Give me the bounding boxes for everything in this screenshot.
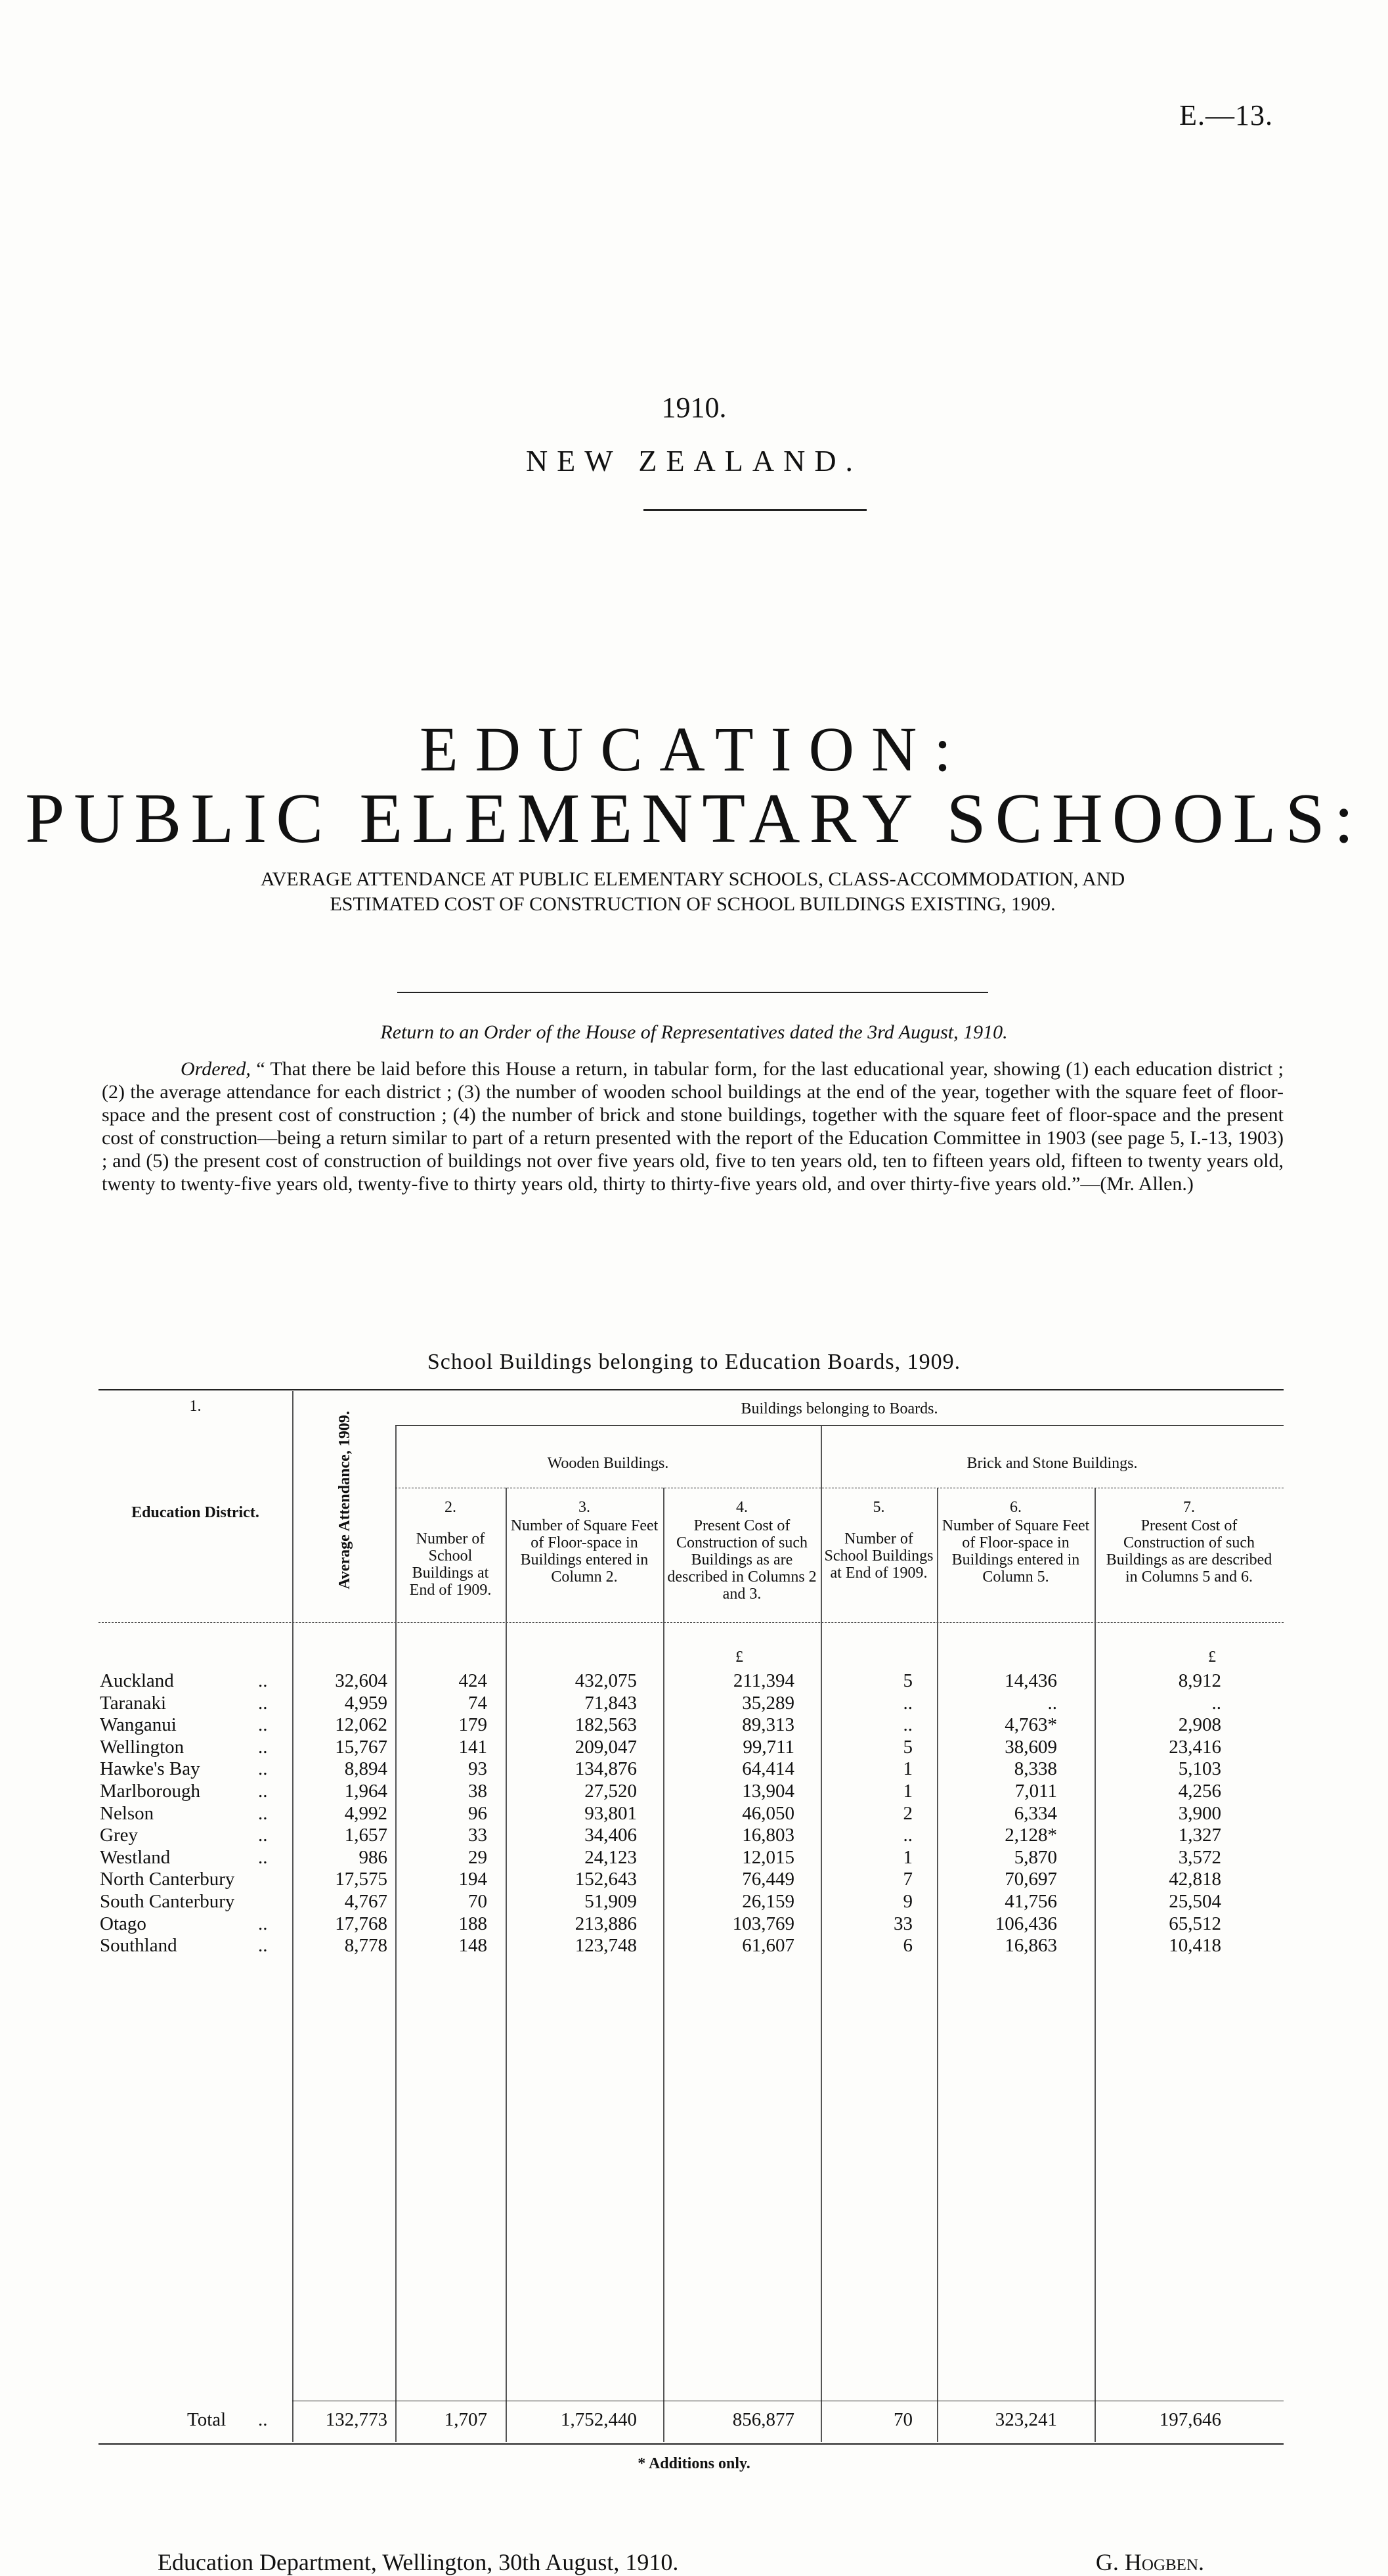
total-wooden-sqft: 1,752,440: [561, 2409, 637, 2430]
cell-wooden-num: 141: [458, 1736, 487, 1758]
signature-name: G. Hogben.: [1095, 2549, 1204, 2575]
table-footnote: * Additions only.: [638, 2455, 750, 2472]
total-brick-num: 70: [894, 2409, 913, 2430]
cell-wooden-num: 93: [468, 1758, 487, 1780]
cell-attendance: 1,964: [344, 1781, 387, 1802]
district-name: South Canterbury: [100, 1891, 235, 1912]
cell-attendance: 32,604: [335, 1670, 387, 1691]
district-name: Nelson: [100, 1802, 154, 1824]
cell-brick-num: 1: [903, 1781, 913, 1802]
col2-header: Number of School Buildings at End of 1909.: [409, 1530, 492, 1599]
col3-header: Number of Square Feet of Floor-space in Buildings entered in Column 2.: [510, 1517, 659, 1586]
cell-brick-cost: ..: [1211, 1692, 1221, 1714]
cell-wooden-cost: 46,050: [742, 1802, 794, 1824]
cell-wooden-sqft: 123,748: [575, 1935, 637, 1957]
district-name: Otago: [100, 1913, 146, 1934]
district-name: Southland: [100, 1935, 177, 1957]
total-brick-cost: 197,646: [1159, 2409, 1221, 2430]
district-name: Wellington: [100, 1736, 184, 1758]
cell-brick-sqft: 2,128*: [1005, 1825, 1057, 1846]
table-row: [98, 1847, 1284, 1869]
cell-wooden-cost: 76,449: [742, 1869, 794, 1890]
cell-brick-sqft: 7,011: [1014, 1781, 1057, 1802]
cell-brick-sqft: 6,334: [1014, 1802, 1057, 1824]
cell-brick-cost: 2,908: [1178, 1714, 1221, 1736]
buildings-group-header: Buildings belonging to Boards.: [741, 1400, 938, 1417]
cell-brick-sqft: 4,763*: [1005, 1714, 1057, 1736]
cell-brick-cost: 23,416: [1169, 1736, 1221, 1758]
col5-number: 5.: [873, 1499, 885, 1516]
col6-header: Number of Square Feet of Floor-space in Buildings entered in Column 5.: [942, 1517, 1090, 1586]
district-name: Auckland: [100, 1670, 174, 1691]
table-row: [98, 1913, 1284, 1935]
leader-dots: ..: [258, 1736, 268, 1758]
cell-wooden-sqft: 432,075: [575, 1670, 637, 1691]
title-description-line-2: ESTIMATED COST OF CONSTRUCTION OF SCHOOL BUILDINGS EXISTING, 1909.: [330, 893, 1056, 915]
leader-dots: ..: [258, 1825, 268, 1846]
brick-stone-buildings-header: Brick and Stone Buildings.: [966, 1455, 1138, 1472]
cell-wooden-sqft: 209,047: [575, 1736, 637, 1758]
cell-attendance: 12,062: [335, 1714, 387, 1736]
col3-number: 3.: [578, 1499, 590, 1516]
total-label: Total: [187, 2409, 227, 2430]
document-reference: E.—13.: [1179, 99, 1273, 131]
cell-wooden-cost: 13,904: [742, 1781, 794, 1802]
col6-number: 6.: [1010, 1499, 1022, 1516]
leader-dots: ..: [258, 1670, 268, 1691]
table-row: [98, 1891, 1284, 1913]
return-order-line: Return to an Order of the House of Representatives dated the 3rd August, 1910.: [380, 1021, 1008, 1043]
district-name: Taranaki: [100, 1692, 167, 1714]
cell-brick-num: 5: [903, 1736, 913, 1758]
cell-brick-num: 33: [894, 1913, 913, 1934]
cell-wooden-sqft: 71,843: [584, 1692, 637, 1714]
cell-wooden-sqft: 182,563: [575, 1714, 637, 1736]
cell-wooden-cost: 12,015: [742, 1846, 794, 1868]
cell-brick-cost: 4,256: [1178, 1781, 1221, 1802]
district-name: Grey: [100, 1825, 138, 1846]
cell-brick-cost: 3,572: [1178, 1846, 1221, 1868]
cell-brick-sqft: 106,436: [995, 1913, 1057, 1934]
leader-dots: ..: [258, 1935, 268, 1957]
main-title: EDUCATION:: [420, 714, 968, 784]
title-rule: [397, 992, 988, 993]
cell-attendance: 15,767: [335, 1736, 387, 1758]
cell-wooden-num: 74: [468, 1692, 487, 1714]
leader-dots: ..: [258, 1913, 268, 1934]
cell-wooden-sqft: 34,406: [584, 1825, 637, 1846]
table-top-rule: [98, 1389, 1284, 1390]
col7-header: Present Cost of Construction of such Buildings as are described in Columns 5 and 6.: [1106, 1517, 1272, 1586]
col2-number: 2.: [445, 1499, 456, 1516]
cell-brick-sqft: 5,870: [1014, 1846, 1057, 1868]
col-divider: [1095, 1488, 1096, 2442]
cell-brick-num: 1: [903, 1846, 913, 1868]
cell-wooden-sqft: 24,123: [584, 1846, 637, 1868]
cell-brick-num: 5: [903, 1670, 913, 1691]
cell-brick-num: 1: [903, 1758, 913, 1780]
col7-number: 7.: [1183, 1499, 1195, 1516]
table-title: School Buildings belonging to Education Boards, 1909.: [427, 1350, 961, 1374]
cell-brick-num: 2: [903, 1802, 913, 1824]
table-row: [98, 1803, 1284, 1825]
cell-brick-sqft: 16,863: [1005, 1935, 1057, 1957]
main-subtitle: PUBLIC ELEMENTARY SCHOOLS:: [25, 780, 1363, 858]
leader-dots: ..: [258, 1758, 268, 1780]
leader-dots: ..: [258, 1692, 268, 1714]
cell-wooden-cost: 211,394: [733, 1670, 794, 1691]
cell-attendance: 4,767: [344, 1891, 387, 1912]
district-name: Westland: [100, 1846, 171, 1868]
cell-attendance: 4,959: [344, 1692, 387, 1714]
cell-attendance: 17,768: [335, 1913, 387, 1934]
wooden-buildings-header: Wooden Buildings.: [547, 1455, 669, 1472]
cell-wooden-cost: 61,607: [742, 1935, 794, 1957]
cell-brick-cost: 10,418: [1169, 1935, 1221, 1957]
cell-attendance: 1,657: [344, 1825, 387, 1846]
table-bottom-rule: [98, 2443, 1284, 2445]
table-row: [98, 1758, 1284, 1780]
cell-brick-num: ..: [903, 1692, 913, 1714]
table-row: [98, 1935, 1284, 1957]
col-divider: [506, 1488, 507, 2442]
cell-wooden-sqft: 27,520: [584, 1781, 637, 1802]
cell-brick-cost: 1,327: [1178, 1825, 1221, 1846]
cell-wooden-num: 194: [458, 1869, 487, 1890]
cell-wooden-num: 424: [458, 1670, 487, 1691]
cell-wooden-sqft: 93,801: [584, 1802, 637, 1824]
table-row: [98, 1737, 1284, 1758]
col5-header: Number of School Buildings at End of 1909.: [824, 1530, 934, 1582]
cell-wooden-cost: 26,159: [742, 1891, 794, 1912]
signature-place-date: Education Department, Wellington, 30th August, 1910.: [158, 2549, 679, 2575]
cell-wooden-cost: 99,711: [743, 1736, 794, 1758]
cell-wooden-sqft: 134,876: [575, 1758, 637, 1780]
cell-attendance: 4,992: [344, 1802, 387, 1824]
cell-wooden-num: 96: [468, 1802, 487, 1824]
table-row: [98, 1781, 1284, 1802]
cell-wooden-num: 179: [458, 1714, 487, 1736]
cell-wooden-sqft: 51,909: [584, 1891, 637, 1912]
district-name: Marlborough: [100, 1781, 201, 1802]
col4-header: Present Cost of Construction of such Buildings as are described in Columns 2 and 3.: [667, 1517, 817, 1603]
table-row: [98, 1869, 1284, 1890]
cell-attendance: 986: [358, 1846, 387, 1868]
table-row: [98, 1670, 1284, 1692]
cell-wooden-num: 188: [458, 1913, 487, 1934]
leader-dots: ..: [258, 1846, 268, 1868]
cell-brick-sqft: 14,436: [1005, 1670, 1057, 1691]
col-average-attendance-header: Average Attendance, 1909.: [336, 1411, 353, 1589]
cell-brick-cost: 8,912: [1178, 1670, 1221, 1691]
cell-brick-num: 6: [903, 1935, 913, 1957]
cell-brick-num: 7: [903, 1869, 913, 1890]
district-name: Hawke's Bay: [100, 1758, 200, 1780]
cell-brick-sqft: 8,338: [1014, 1758, 1057, 1780]
total-wooden-num: 1,707: [444, 2409, 487, 2430]
col-education-district-header: Education District.: [131, 1504, 259, 1521]
order-text: “ That there be laid before this House a return, in tabular form, for the last educational year, showing (1) each education district ; (2) the average attendance for each district ; (3) the number of wooden school buildings at the end of the year, together with the square feet of floor-space and the present cost of construction ; (4) the number of brick and stone buildings, together with the square feet of floor-space and the present cost of construction—being a return similar to part of a return presented with the report of the Education Committee in 1903 (see page 5, I.-13, 1903) ; and (5) the present cost of construction of buildings not over five years old, five to ten years old, ten to fifteen years old, fifteen to twenty years old, twenty to twenty-five years old, twenty-five to thirty years old, thirty to thirty-five years old, and over thirty-five years old.”—(Mr. Allen.): [102, 1058, 1284, 1195]
table-row: [98, 1825, 1284, 1846]
leader-dots: ..: [258, 1714, 268, 1736]
cell-wooden-cost: 16,803: [742, 1825, 794, 1846]
cell-wooden-cost: 35,289: [742, 1692, 794, 1714]
cell-wooden-num: 148: [458, 1935, 487, 1957]
cell-wooden-sqft: 213,886: [575, 1913, 637, 1934]
col4-number: 4.: [736, 1499, 748, 1516]
currency-marker-col7: £: [1208, 1649, 1216, 1666]
total-brick-sqft: 323,241: [995, 2409, 1057, 2430]
cell-wooden-cost: 89,313: [742, 1714, 794, 1736]
district-name: North Canterbury: [100, 1869, 235, 1890]
cell-brick-cost: 42,818: [1169, 1869, 1221, 1890]
cell-wooden-sqft: 152,643: [575, 1869, 637, 1890]
cell-wooden-num: 29: [468, 1846, 487, 1868]
cell-brick-cost: 3,900: [1178, 1802, 1221, 1824]
currency-marker-col4: £: [735, 1649, 743, 1666]
ordered-word: Ordered,: [181, 1058, 251, 1080]
title-description-line-1: AVERAGE ATTENDANCE AT PUBLIC ELEMENTARY SCHOOLS, CLASS-ACCOMMODATION, AND: [260, 868, 1125, 890]
cell-brick-cost: 5,103: [1178, 1758, 1221, 1780]
total-dots: ..: [258, 2409, 268, 2430]
cell-wooden-num: 33: [468, 1825, 487, 1846]
table-row: [98, 1714, 1284, 1736]
cell-wooden-cost: 103,769: [732, 1913, 794, 1934]
total-attendance: 132,773: [325, 2409, 387, 2430]
table-header-rule: [98, 1622, 1284, 1623]
district-name: Wanganui: [100, 1714, 177, 1736]
cell-attendance: 8,894: [344, 1758, 387, 1780]
group-rule: [395, 1425, 1284, 1426]
document-country: NEW ZEALAND.: [525, 444, 863, 477]
total-row: [98, 2409, 1284, 2431]
leader-dots: ..: [258, 1781, 268, 1802]
cell-brick-cost: 65,512: [1169, 1913, 1221, 1934]
document-year: 1910.: [661, 391, 727, 424]
cell-brick-sqft: ..: [1047, 1692, 1057, 1714]
header-rule: [643, 509, 867, 511]
table-row: [98, 1693, 1284, 1714]
cell-attendance: 17,575: [335, 1869, 387, 1890]
cell-wooden-num: 70: [468, 1891, 487, 1912]
cell-brick-sqft: 38,609: [1005, 1736, 1057, 1758]
order-paragraph: [102, 1057, 1284, 1195]
col1-number: 1.: [189, 1398, 202, 1415]
cell-wooden-num: 38: [468, 1781, 487, 1802]
cell-brick-sqft: 70,697: [1005, 1869, 1057, 1890]
title-description: [102, 867, 1284, 917]
cell-brick-num: ..: [903, 1825, 913, 1846]
total-wooden-cost: 856,877: [732, 2409, 794, 2430]
cell-brick-sqft: 41,756: [1005, 1891, 1057, 1912]
col-divider: [663, 1488, 664, 2442]
cell-brick-cost: 25,504: [1169, 1891, 1221, 1912]
leader-dots: ..: [258, 1802, 268, 1824]
cell-brick-num: 9: [903, 1891, 913, 1912]
cell-brick-num: ..: [903, 1714, 913, 1736]
col-divider: [937, 1488, 938, 2442]
cell-wooden-cost: 64,414: [742, 1758, 794, 1780]
cell-attendance: 8,778: [344, 1935, 387, 1957]
